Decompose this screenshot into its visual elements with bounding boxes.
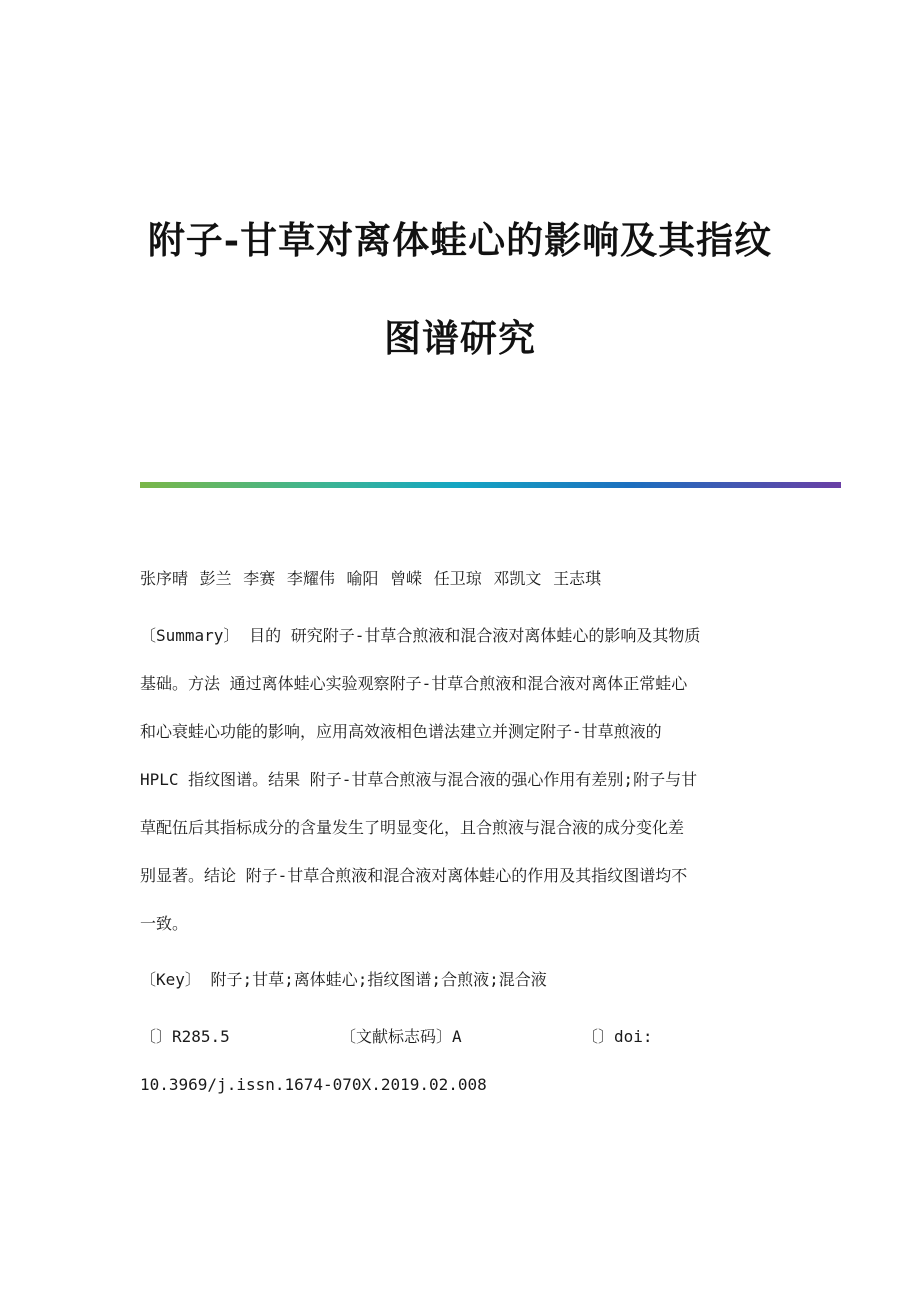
document-code: 〔文献标志码〕A	[340, 1027, 462, 1046]
author-list: 张序晴 彭兰 李赛 李耀伟 喻阳 曾嵘 任卫琼 邓凯文 王志琪	[140, 569, 602, 588]
abstract-line: 别显著。结论 附子-甘草合煎液和混合液对离体蛙心的作用及其指纹图谱均不	[140, 866, 688, 885]
abstract-line: 一致。	[140, 914, 189, 933]
paper-title-line-1: 附子-甘草对离体蛙心的影响及其指纹	[147, 218, 773, 262]
abstract-line: HPLC 指纹图谱。结果 附子-甘草合煎液与混合液的强心作用有差别;附子与甘	[140, 770, 698, 789]
keywords: 〔Key〕 附子;甘草;离体蛙心;指纹图谱;合煎液;混合液	[140, 970, 547, 989]
abstract-line: 草配伍后其指标成分的含量发生了明显变化，且合煎液与混合液的成分变化差	[140, 818, 685, 837]
abstract-line: 基础。方法 通过离体蛙心实验观察附子-甘草合煎液和混合液对离体正常蛙心	[140, 674, 688, 693]
paper-title-line-2: 图谱研究	[384, 316, 536, 360]
clc-number: 〔〕R285.5	[140, 1027, 230, 1046]
abstract-line: 和心衰蛙心功能的影响，应用高效液相色谱法建立并测定附子-甘草煎液的	[140, 722, 662, 741]
abstract-line: 〔Summary〕 目的 研究附子-甘草合煎液和混合液对离体蛙心的影响及其物质	[140, 626, 701, 645]
doi-value: 10.3969/j.issn.1674-070X.2019.02.008	[140, 1075, 487, 1094]
title-divider-bar	[140, 482, 841, 488]
doi-label: 〔〕doi:	[582, 1027, 653, 1046]
